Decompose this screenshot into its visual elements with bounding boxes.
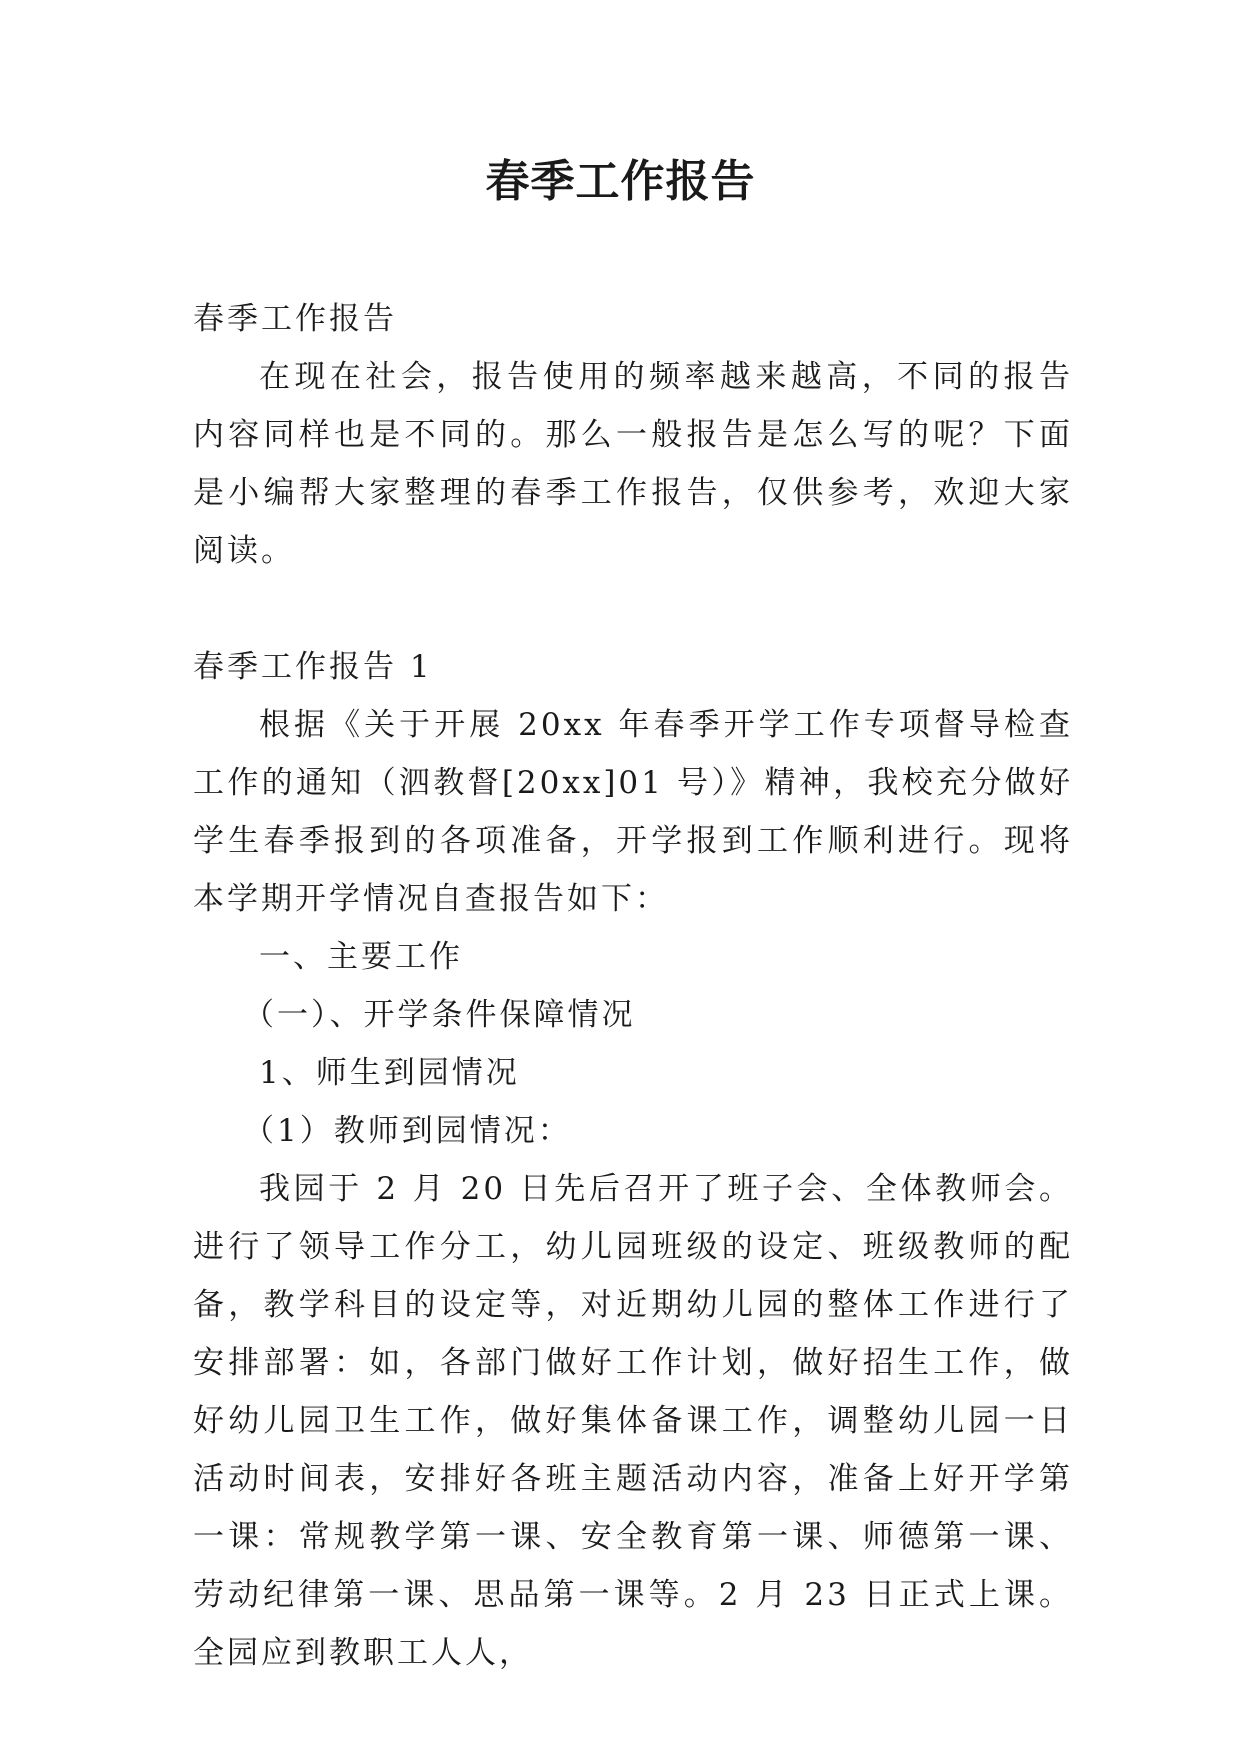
paragraph-gap [193,580,1073,638]
outline-heading-teacher-arrival: （1）教师到园情况： [243,1113,572,1149]
section-heading: 春季工作报告 [193,301,397,337]
document-body [193,290,1073,1682]
body-paragraph: 根据《关于开展 20xx 年春季开学工作专项督导检查工作的通知（泗教督[20xx]01 号）》精神，我校充分做好学生春季报到的各项准备，开学报到工作顺利进行。现将本学期开学情况自查报告如下： [193,707,1073,917]
report-heading: 春季工作报告 1 [193,649,433,685]
outline-heading-arrival: 1、师生到园情况 [259,1055,520,1091]
outline-heading-conditions: （一）、开学条件保障情况 [243,997,636,1033]
intro-paragraph: 在现在社会，报告使用的频率越来越高，不同的报告内容同样也是不同的。那么一般报告是怎么写的呢？下面是小编帮大家整理的春季工作报告，仅供参考，欢迎大家阅读。 [193,359,1073,569]
outline-heading-main-work: 一、主要工作 [259,939,463,975]
document-title: 春季工作报告 [485,156,756,207]
body-paragraph: 我园于 2 月 20 日先后召开了班子会、全体教师会。进行了领导工作分工，幼儿园班级的设定、班级教师的配备，教学科目的设定等，对近期幼儿园的整体工作进行了安排部署：如，各部门做好工作计划，做好招生工作，做好幼儿园卫生工作，做好集体备课工作，调整幼儿园一日活动时间表，安排好各班主题活动内容，准备上好开学第一课：常规教学第一课、安全教育第一课、师德第一课、劳动纪律第一课、思品第一课等。2 月 23 日正式上课。全园应到教职工人人， [193,1171,1073,1671]
